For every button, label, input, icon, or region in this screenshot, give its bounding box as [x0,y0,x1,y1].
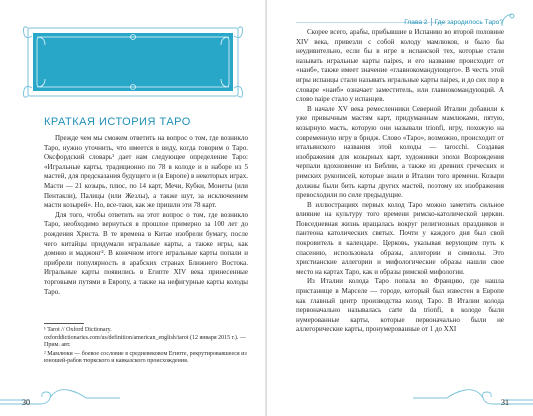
paragraph: Прежде чем мы сможем ответить на вопрос о том, где возникло Таро, нужно уточнить, что имеется в виду, когда говорим о Таро. Оксфордский словарь¹ дает нам следующее определение Таро: «Игральные карты, традиционно по 78 в колоде и в наборе из 5 мастей, для предсказания будущего и (в Европе) в некоторых играх. Масти — 21 козырь, плюс, по 14 карт, Мечи, Кубки, Монеты (или Пентакли), Палицы (или Жезлы), а также шут, за исключением масти козырей». Но, все-таки, как же пришли эти 78 карт. [44,134,248,210]
paragraph: Для того, чтобы ответить на этот вопрос о том, где возникло Таро, необходимо вернуться в прошлое примерно за 100 лет до рождения Христа. В те времена в Китае изобрели бумагу, после чего китайцы придумали игральные карты, а также игры, как домино и маджонг². В конечном итоге игральные карты попали и прибрели популярность в арабских странах Ближнего Востока. Игральные карты появились в Египте XIV века принесенные торговыми путями в Европу, а также на нефигурные карты колоды Таро. [44,210,248,296]
footnotes [44,327,248,367]
corner-ornament [413,384,533,406]
corner-ornament [0,384,120,406]
chapter-banner-ornament [22,22,244,102]
paragraph: Скорее всего, арабы, прибывшие в Испанию во второй половине XIV века, привезли с собой колоду мамлюков, и было бы неудивительно, если бы в игре в испанской тех, которые стали называть игральные карты naipes, и его название происходит от «наиб», также имеет значение «главнокомандующего». В честь этой игры испанцы стали называть игральные карты naipes, и до сих пор в словаре «наиб» означает заместитель, или главнокомандующий. А слово naipe стало у испанцев. [296,28,504,104]
running-head-separator [431,18,432,26]
page-number: 30 [22,398,30,407]
footnote: ² Мамлюки — боевое сословие в средневековом Египте, рекрутировавшееся из юношей-рабов тюркского и кавказского происхождения. [44,350,247,365]
running-head [404,18,503,26]
paragraph: Из Италии колода Таро попала во Францию, где нашла пристанище в Марселе — городе, который был известен в Европе как главный центр производства колод Таро. В Италии колода первоначально называлась carte da trionfi, в колоде были нумерованные карты, которые первоначально были не аллегорические карты, пронумерованные от 1 до XXI [296,277,504,334]
page-number: 31 [501,398,509,407]
footnote-divider [44,323,84,324]
right-body-text [296,28,504,335]
chapter-title: КРАТКАЯ ИСТОРИЯ ТАРО [44,116,191,128]
paragraph: В иллюстрациях первых колод Таро можно заметить сильное влияние на культуру того времени римско-католической церкви. Повседневная жизнь вращалась вокруг религиозных праздников и пантеона католических святых. Почти у каждого дня был свой покровитель в календаре. Церковь, указывая верующим путь к спасению, использовала образы, аллегории и символы. Это христианские аллегории и мифологические образы нашли свое место на картах Таро, как и образы римской мифологии. [296,200,504,276]
corner-flourish-icon [500,12,516,28]
left-page [0,0,266,416]
running-head-title: Где зародилось Таро? [434,18,503,26]
paragraph: В начале XV века ремесленники Северной Италии добавили к уже привычным мастям карт, придуманным мамлюками, пятую, козырную масть, которую они называли trionfi, игру, похожую на современную игру в бридж. Слово «Таро», возможно, происходит от итальянского названия этой колоды — tarocchi. Создавая изображения для козырных карт, художники эпохи Возрождения черпали вдохновение из Библии, а также из древних греческих и римских рукописей, которые знали в Италии того времени. Козыри должны были бить карты других мастей, поэтому их изображения превосходили по силе предыдущие. [296,104,504,200]
running-head-chapter: Глава 2 [404,18,428,26]
footnote: ¹ Tarot // Oxford Dictionary. oxforddictionaries.com/us/definition/american_english/tarot (12 января 2015 г.). — Прим. авт. [44,327,246,349]
left-body-text [44,134,248,297]
